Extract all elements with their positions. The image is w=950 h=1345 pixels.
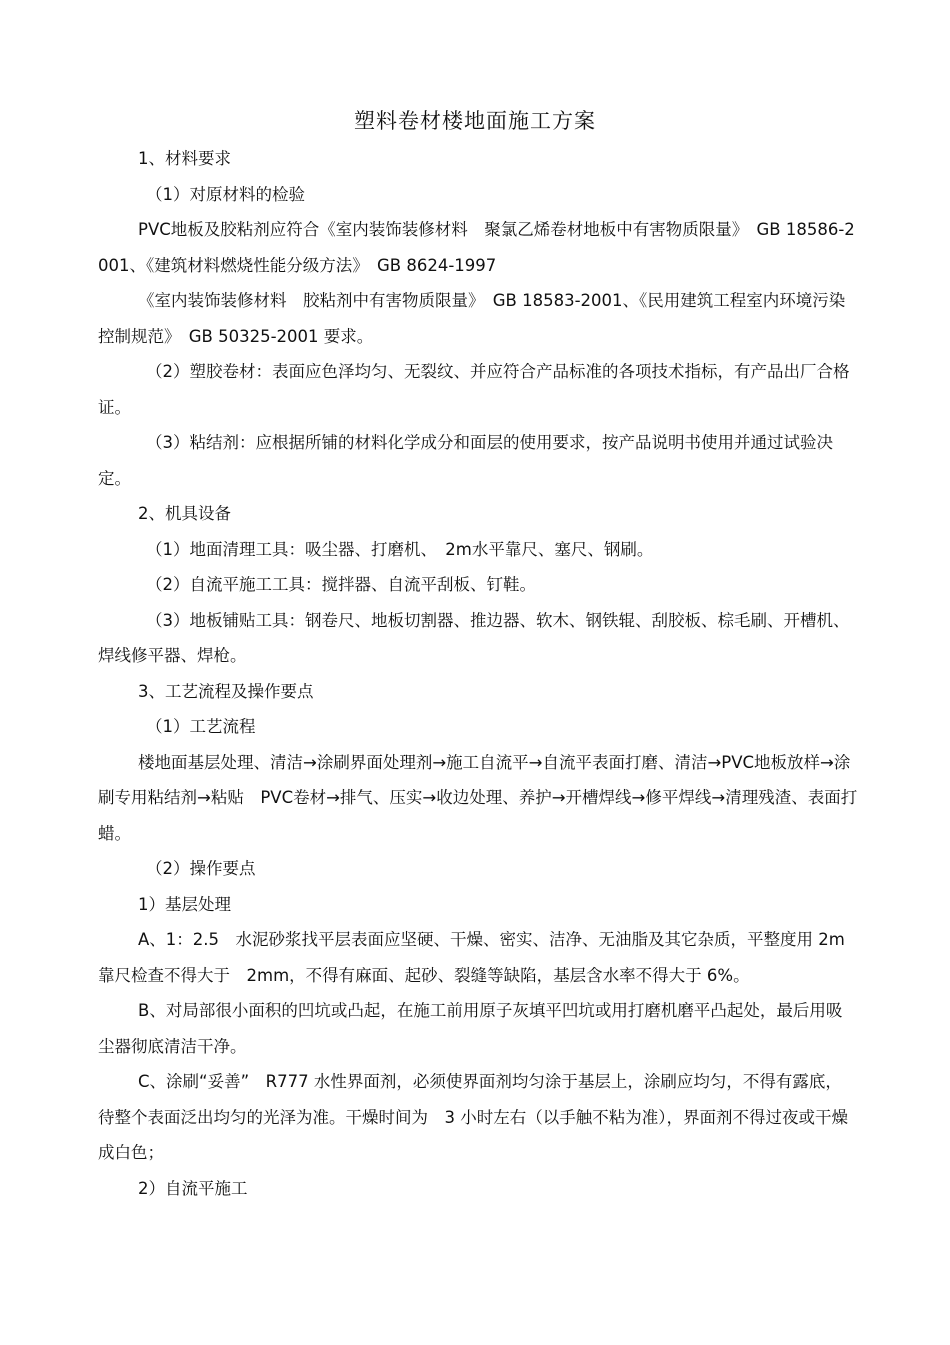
paragraph: （1）地面清理工具：吸尘器、打磨机、 2m水平靠尺、塞尺、钢刷。 <box>146 539 654 559</box>
subsection-heading: （1）工艺流程 <box>146 717 256 736</box>
subsection-heading: （2）操作要点 <box>146 859 256 878</box>
paragraph: （2）塑胶卷材：表面应色泽均匀、无裂纹、并应符合产品标准的各项技术指标，有产品出厂合格证。 <box>98 362 850 417</box>
section-heading: 3、工艺流程及操作要点 <box>138 681 314 701</box>
subsection-heading: 1）基层处理 <box>138 894 231 914</box>
paragraph: （3）地板铺贴工具：钢卷尺、地板切割器、推边器、软木、钢铁辊、刮胶板、棕毛刷、开槽机、焊线修平器、焊枪。 <box>98 610 850 665</box>
document-body <box>98 141 858 1206</box>
paragraph: 楼地面基层处理、清洁→涂刷界面处理剂→施工自流平→自流平表面打磨、清洁→PVC地板放样→涂刷专用粘结剂→粘贴 PVC卷材→排气、压实→收边处理、养护→开槽焊线→修平焊线→清理残渣、表面打蜡。 <box>98 752 858 843</box>
paragraph: （2）自流平施工工具：搅拌器、自流平刮板、钉鞋。 <box>146 575 536 594</box>
subsection-heading: （1）对原材料的检验 <box>146 184 305 204</box>
paragraph: A、1：2.5 水泥砂浆找平层表面应坚硬、干燥、密实、洁净、无油脂及其它杂质，平整度用 2m靠尺检查不得大于 2mm，不得有麻面、起砂、裂缝等缺陷，基层含水率不得大于 6%。 <box>98 930 845 985</box>
paragraph: B、对局部很小面积的凹坑或凸起，在施工前用原子灰填平凹坑或用打磨机磨平凸起处，最后用吸尘器彻底清洁干净。 <box>98 1001 843 1056</box>
paragraph: 《室内装饰装修材料 胶粘剂中有害物质限量》 GB 18583-2001、《民用建筑工程室内环境污染控制规范》 GB 50325-2001 要求。 <box>98 291 846 346</box>
section-heading: 1、材料要求 <box>138 149 231 168</box>
subsection-heading: 2）自流平施工 <box>138 1178 248 1198</box>
paragraph: （3）粘结剂：应根据所铺的材料化学成分和面层的使用要求，按产品说明书使用并通过试验决定。 <box>98 433 833 488</box>
document-title: 塑料卷材楼地面施工方案 <box>354 109 596 133</box>
section-heading: 2、机具设备 <box>138 504 231 523</box>
paragraph: C、涂刷“妥善” R777 水性界面剂，必须使界面剂均匀涂于基层上，涂刷应均匀，不得有露底，待整个表面泛出均匀的光泽为准。干燥时间为 3 小时左右（以手触不粘为准），界面剂不得过夜或干燥成白色； <box>98 1072 848 1162</box>
paragraph: PVC地板及胶粘剂应符合《室内装饰装修材料 聚氯乙烯卷材地板中有害物质限量》 GB 18586-2001、《建筑材料燃烧性能分级方法》 GB 8624-1997 <box>98 220 855 275</box>
